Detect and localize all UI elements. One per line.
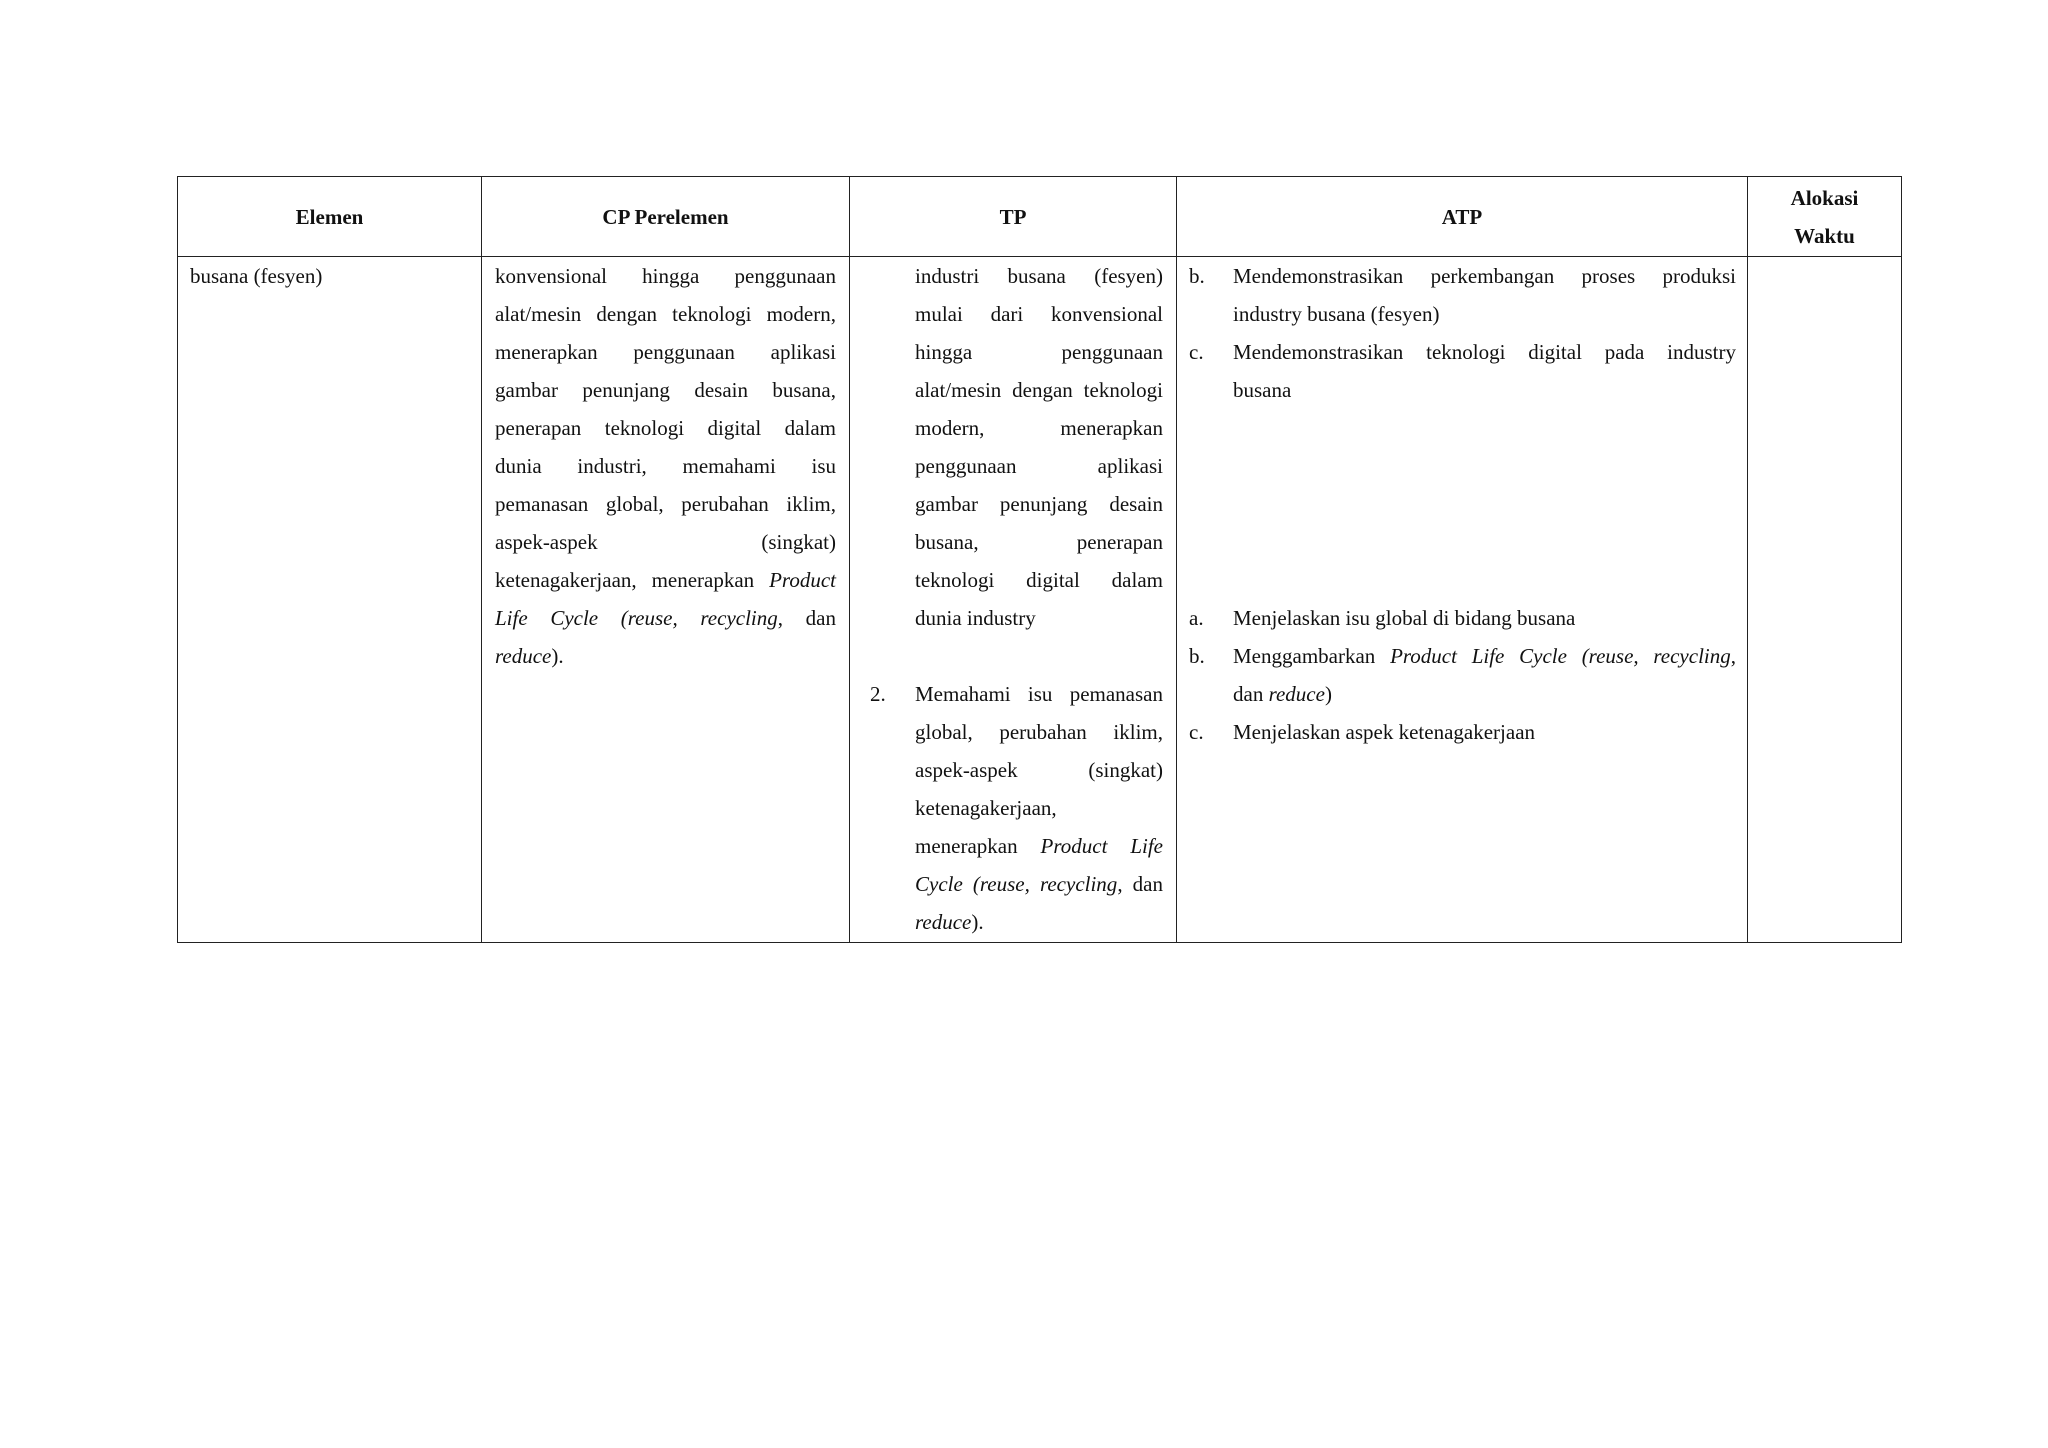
cp-line: pemanasan global, perubahan iklim, — [495, 492, 836, 516]
cp-line — [495, 599, 836, 637]
atp-plain: dan — [1233, 682, 1264, 706]
curriculum-table — [177, 176, 1902, 943]
cp-line — [495, 637, 836, 675]
atp-marker: a. — [1189, 606, 1204, 630]
tp-line: mulai dari konvensional — [915, 302, 1163, 326]
tp-italic: Product Life — [1040, 834, 1164, 858]
header-alokasi-line1: Alokasi — [1790, 185, 1859, 210]
tp-line: teknologi digital dalam — [915, 568, 1163, 592]
tp-line: alat/mesin dengan teknologi — [915, 378, 1163, 402]
tp-line — [915, 827, 1163, 865]
tp-text: , dan — [1117, 872, 1163, 896]
tp-line: busana, penerapan — [915, 530, 1163, 554]
table-row — [178, 257, 1902, 943]
atp-line: busana — [1233, 378, 1292, 402]
cp-text: , dan — [777, 606, 836, 630]
table-header-row — [178, 177, 1902, 257]
cell-tp — [850, 257, 1177, 943]
tp-italic: Cycle (reuse, recycling — [915, 872, 1118, 896]
atp-line: Mendemonstrasikan teknologi digital pada industry — [1233, 340, 1736, 364]
atp-plain: , — [1730, 644, 1736, 668]
tp-line: Memahami isu pemanasan — [915, 682, 1163, 706]
atp-marker: b. — [1189, 264, 1205, 288]
cell-elemen — [178, 257, 482, 943]
tp-line: aspek-aspek (singkat) — [915, 758, 1163, 782]
tp-italic: reduce — [915, 910, 972, 934]
atp-text — [1233, 257, 1736, 333]
header-alokasi-waktu — [1748, 177, 1902, 257]
tp-line — [915, 903, 1163, 941]
cp-line: dunia industri, memahami isu — [495, 454, 836, 478]
tp-text: menerapkan — [915, 834, 1018, 858]
atp-italic: reduce — [1268, 682, 1325, 706]
tp-line: hingga penggunaan — [915, 340, 1163, 364]
tp-line: penggunaan aplikasi — [915, 454, 1163, 478]
atp-plain: Menggambarkan — [1233, 644, 1376, 668]
cp-italic: Product — [769, 568, 836, 592]
cp-line: gambar penunjang desain busana, — [495, 378, 836, 402]
cp-line: menerapkan penggunaan aplikasi — [495, 340, 836, 364]
cp-text: ketenagakerjaan, menerapkan — [495, 568, 755, 592]
atp-plain: ) — [1324, 682, 1332, 706]
cp-line: aspek-aspek (singkat) — [495, 530, 836, 554]
tp-line — [915, 865, 1163, 903]
cell-alokasi-waktu — [1748, 257, 1902, 943]
atp-text — [1233, 637, 1736, 713]
tp-line: ketenagakerjaan, — [915, 796, 1057, 820]
atp-marker: c. — [1189, 720, 1204, 744]
elemen-text: busana (fesyen) — [190, 264, 323, 288]
atp-line: Mendemonstrasikan perkembangan proses produksi — [1233, 264, 1736, 288]
tp-line: global, perubahan iklim, — [915, 720, 1163, 744]
tp-text: ). — [971, 910, 984, 934]
header-cp-perelemen: CP Perelemen — [482, 177, 850, 257]
atp-marker: c. — [1189, 340, 1204, 364]
cell-atp — [1177, 257, 1748, 943]
cp-italic: Life Cycle (reuse, recycling — [495, 606, 778, 630]
cp-italic: reduce — [495, 644, 552, 668]
tp-line: dunia industry — [915, 606, 1036, 630]
atp-line: industry busana (fesyen) — [1233, 302, 1440, 326]
tp-item-2-number: 2. — [870, 682, 886, 706]
header-tp: TP — [850, 177, 1177, 257]
atp-line — [1233, 675, 1736, 713]
cp-line: penerapan teknologi digital dalam — [495, 416, 836, 440]
atp-line — [1233, 637, 1736, 675]
atp-italic: Product Life Cycle (reuse, recycling — [1390, 644, 1731, 668]
atp-line: Menjelaskan isu global di bidang busana — [1233, 606, 1576, 630]
cp-line — [495, 561, 836, 599]
header-elemen: Elemen — [178, 177, 482, 257]
atp-text — [1233, 599, 1736, 637]
tp-item-1-continued — [915, 257, 1163, 637]
atp-text — [1233, 713, 1736, 751]
cp-line: konvensional hingga penggunaan — [495, 264, 836, 288]
header-atp: ATP — [1177, 177, 1748, 257]
header-alokasi-line2: Waktu — [1794, 223, 1855, 248]
tp-item-2 — [915, 675, 1163, 941]
tp-line: industri busana (fesyen) — [915, 264, 1163, 288]
cell-cp-perelemen — [482, 257, 850, 943]
atp-marker: b. — [1189, 644, 1205, 668]
atp-text — [1233, 333, 1736, 409]
atp-line: Menjelaskan aspek ketenagakerjaan — [1233, 720, 1536, 744]
tp-line: modern, menerapkan — [915, 416, 1163, 440]
cp-text: ). — [551, 644, 564, 668]
tp-line: gambar penunjang desain — [915, 492, 1163, 516]
cp-line: alat/mesin dengan teknologi modern, — [495, 302, 836, 326]
